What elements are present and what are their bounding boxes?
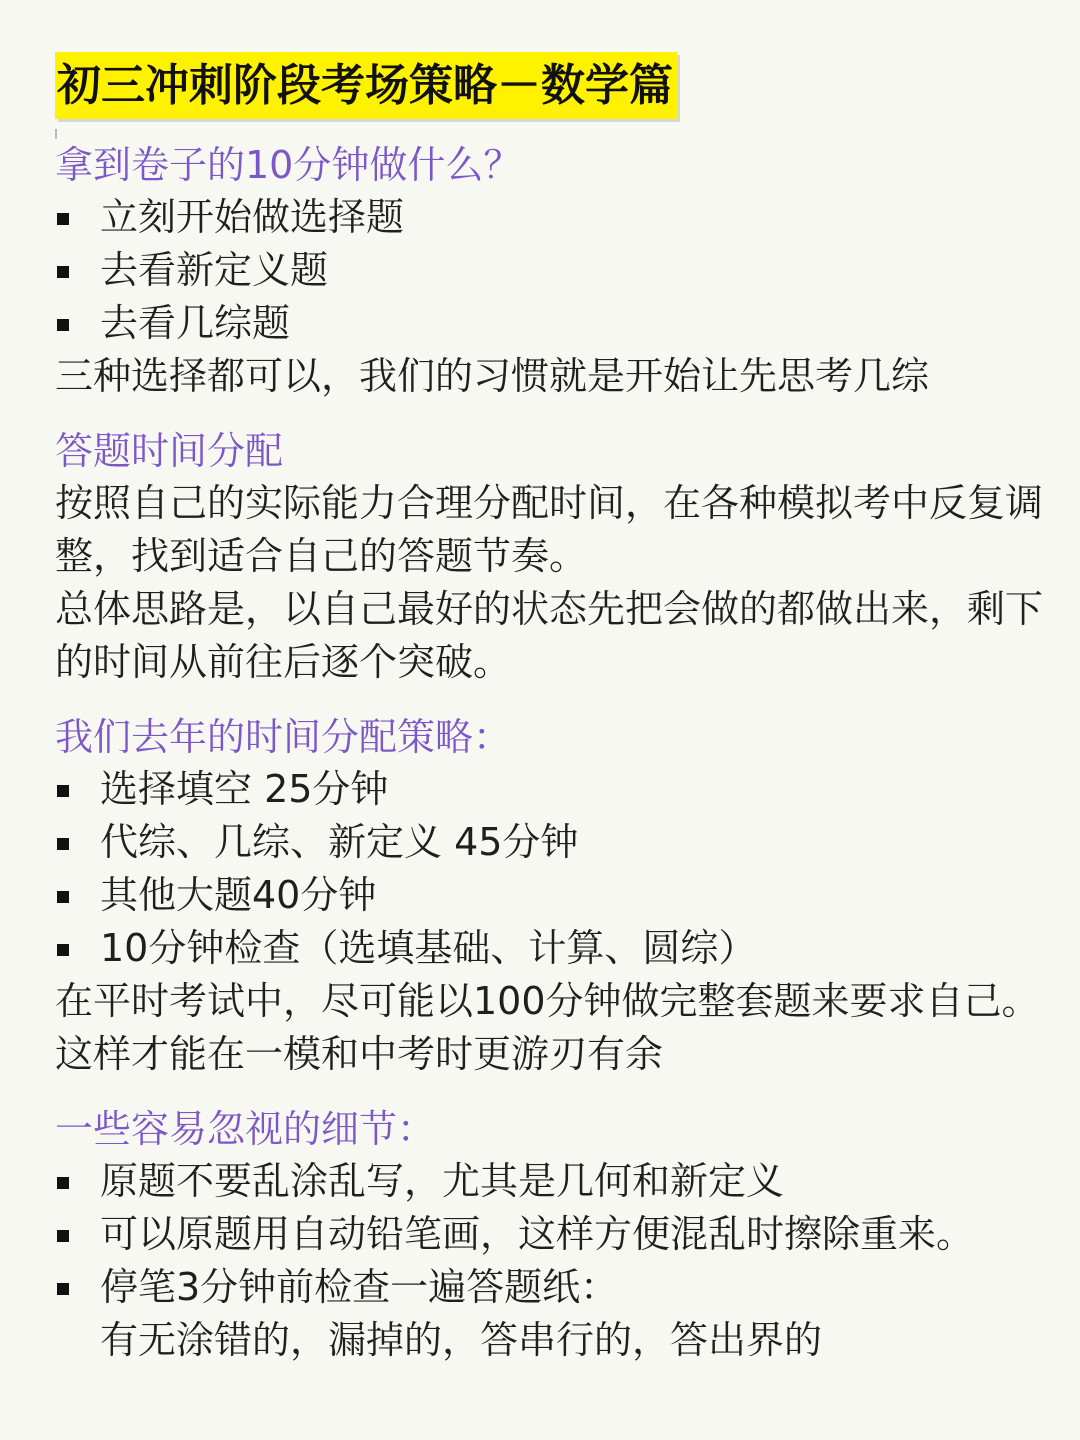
bullet-item <box>55 244 1050 297</box>
section-heading: 答题时间分配 <box>55 429 284 473</box>
bullet-item <box>55 297 1050 350</box>
square-bullet-icon <box>57 213 69 225</box>
bullet-item <box>55 816 1050 869</box>
bullet-continuation: 有无涂错的，漏掉的，答串行的，答出界的 <box>100 1318 823 1362</box>
bullet-item <box>55 191 1050 244</box>
paragraph: 这样才能在一模和中考时更游刃有余 <box>55 1032 664 1076</box>
paragraph: 总体思路是，以自己最好的状态先把会做的都做出来，剩下的时间从前往后逐个突破。 <box>55 587 1044 684</box>
title-highlight <box>55 52 677 119</box>
square-bullet-icon <box>57 266 69 278</box>
section-overlooked-details <box>55 1103 1050 1367</box>
bullet-item <box>55 763 1050 816</box>
bullet-item <box>55 1208 1050 1261</box>
bullet-text: 代综、几综、新定义 45分钟 <box>100 820 579 864</box>
bullet-text: 去看新定义题 <box>100 248 329 292</box>
bullet-item <box>55 1261 1050 1367</box>
bullet-text: 去看几综题 <box>100 301 291 345</box>
bullet-text: 可以原题用自动铅笔画，这样方便混乱时擦除重来。 <box>100 1212 975 1256</box>
square-bullet-icon <box>57 1230 69 1242</box>
square-bullet-icon <box>57 838 69 850</box>
decorative-mark <box>55 129 57 139</box>
square-bullet-icon <box>57 785 69 797</box>
bullet-text: 立刻开始做选择题 <box>100 195 405 239</box>
square-bullet-icon <box>57 319 69 331</box>
paragraph: 按照自己的实际能力合理分配时间，在各种模拟考中反复调整，找到适合自己的答题节奏。 <box>55 481 1044 578</box>
bullet-text: 10分钟检查（选填基础、计算、圆综） <box>100 926 757 970</box>
square-bullet-icon <box>57 1177 69 1189</box>
section-time-allocation <box>55 425 1050 689</box>
section-last-year-strategy <box>55 711 1050 1081</box>
bullet-text: 停笔3分钟前检查一遍答题纸： <box>100 1265 619 1309</box>
paragraph: 在平时考试中，尽可能以100分钟做完整套题来要求自己。 <box>55 979 1040 1023</box>
bullet-list <box>55 191 1050 350</box>
bullet-item <box>55 922 1050 975</box>
document-page <box>55 52 1050 1367</box>
square-bullet-icon <box>57 1283 69 1295</box>
square-bullet-icon <box>57 891 69 903</box>
section-heading: 我们去年的时间分配策略： <box>55 715 512 759</box>
bullet-text: 原题不要乱涂乱写，尤其是几何和新定义 <box>100 1159 785 1203</box>
bullet-text: 其他大题40分钟 <box>100 873 377 917</box>
bullet-item <box>55 869 1050 922</box>
paragraph: 三种选择都可以，我们的习惯就是开始让先思考几综 <box>55 354 930 398</box>
bullet-text: 选择填空 25分钟 <box>100 767 389 811</box>
page-title: 初三冲刺阶段考场策略－数学篇 <box>57 60 673 111</box>
bullet-list <box>55 1155 1050 1367</box>
section-heading: 一些容易忽视的细节： <box>55 1107 436 1151</box>
bullet-list <box>55 763 1050 975</box>
section-heading: 拿到卷子的10分钟做什么？ <box>55 143 522 187</box>
square-bullet-icon <box>57 944 69 956</box>
section-first-ten-minutes <box>55 139 1050 403</box>
bullet-item <box>55 1155 1050 1208</box>
